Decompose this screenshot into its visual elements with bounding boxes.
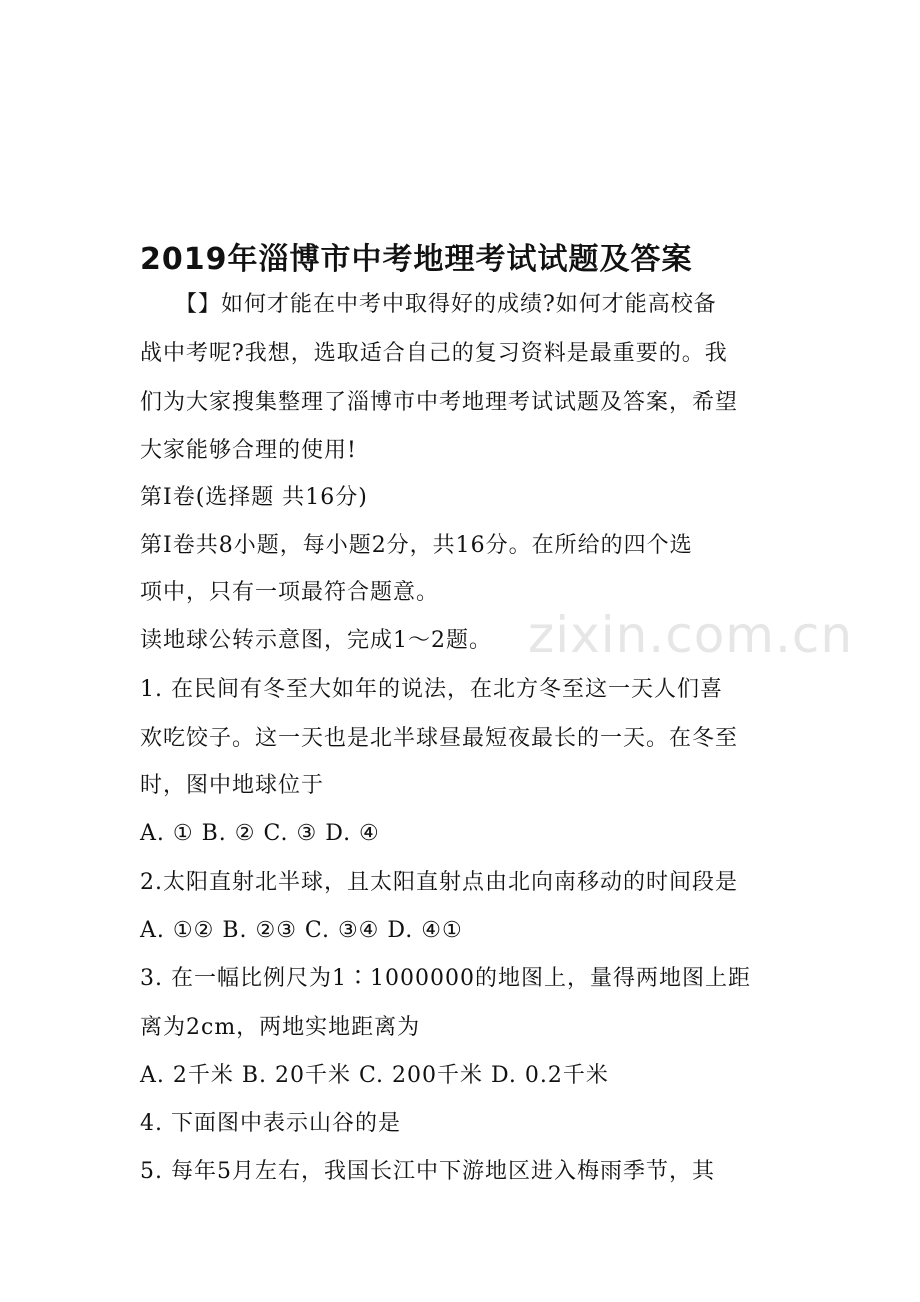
question-line: 4. 下面图中表示山谷的是 bbox=[140, 1111, 401, 1136]
body-line: 【】如何才能在中考中取得好的成绩?如何才能高校备 bbox=[140, 292, 717, 317]
body-line: 第Ⅰ卷共8小题，每小题2分，共16分。在所给的四个选 bbox=[140, 533, 693, 558]
watermark: zixin.com.cn bbox=[528, 606, 854, 664]
body-line: 战中考呢?我想，选取适合自己的复习资料是最重要的。我 bbox=[140, 341, 728, 366]
question-line: 2.太阳直射北半球，且太阳直射点由北向南移动的时间段是 bbox=[140, 870, 738, 895]
answer-options: A. ① B. ② C. ③ D. ④ bbox=[140, 821, 380, 846]
answer-options: A. 2千米 B. 20千米 C. 200千米 D. 0.2千米 bbox=[140, 1063, 609, 1088]
question-line: 时，图中地球位于 bbox=[140, 773, 325, 798]
question-line: 3. 在一幅比例尺为1∶1000000的地图上，量得两地图上距 bbox=[140, 966, 751, 991]
question-line: 1. 在民间有冬至大如年的说法，在北方冬至这一天人们喜 bbox=[140, 677, 723, 702]
body-line: 们为大家搜集整理了淄博市中考地理考试试题及答案，希望 bbox=[140, 390, 739, 415]
question-line: 5. 每年5月左右，我国长江中下游地区进入梅雨季节，其 bbox=[140, 1159, 715, 1184]
body-line: 第Ⅰ卷(选择题 共16分) bbox=[140, 485, 368, 510]
question-line: 欢吃饺子。这一天也是北半球昼最短夜最长的一天。在冬至 bbox=[140, 726, 739, 751]
body-line: 读地球公转示意图，完成1～2题。 bbox=[140, 628, 492, 653]
body-line: 大家能够合理的使用! bbox=[140, 438, 357, 463]
document-title: 2019年淄博市中考地理考试试题及答案 bbox=[140, 242, 693, 277]
body-line: 项中，只有一项最符合题意。 bbox=[140, 580, 440, 605]
question-line: 离为2cm，两地实地距离为 bbox=[140, 1015, 421, 1040]
answer-options: A. ①② B. ②③ C. ③④ D. ④① bbox=[140, 918, 463, 943]
